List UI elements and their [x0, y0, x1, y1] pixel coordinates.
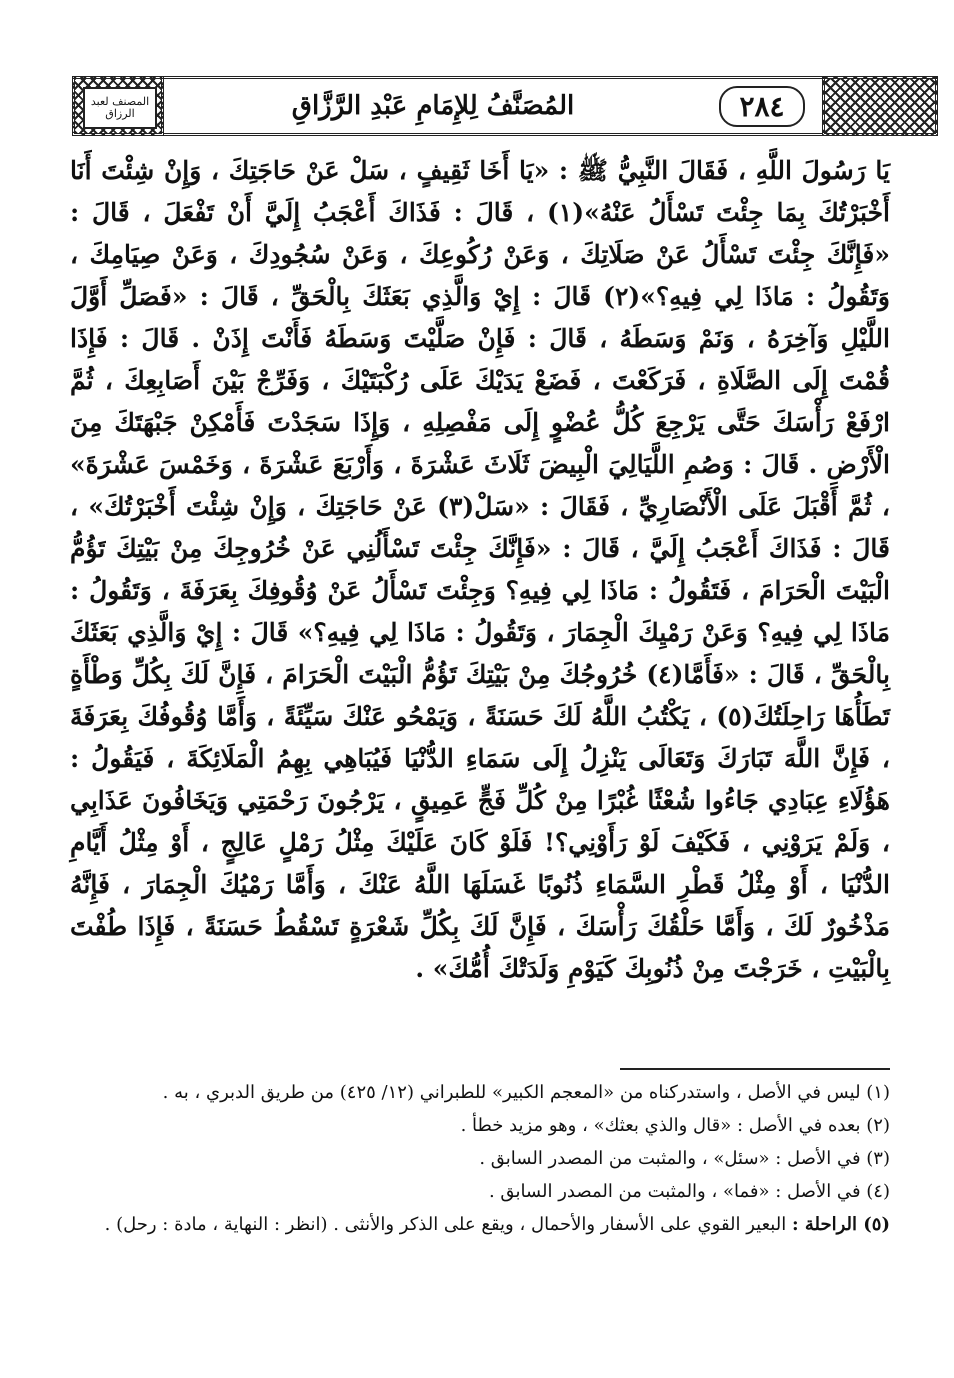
footnote-divider — [620, 1068, 890, 1070]
logo-text: المصنف لعبد الرزاق — [90, 95, 150, 120]
footnote-2: (٢) بعده في الأصل : «قال والذي بعثك» ، وهو مزيد خطأ . — [460, 1115, 890, 1136]
footnote-5 — [70, 1208, 890, 1241]
footnote-1: (١) ليس في الأصل ، واستدركناه من «المعجم الكبير» للطبراني (١٢/ ٤٢٥) من طريق الدبري ، به . — [162, 1082, 890, 1103]
footnote-4: (٤) في الأصل : «فما» ، والمثبت من المصدر السابق . — [488, 1181, 890, 1202]
footnote-5-text: البعير القوي على الأسفار والأحمال ، ويقع على الذكر والأنثى . (انظر : النهاية ، مادة : رحل) . — [104, 1214, 792, 1235]
book-title: المُصَنَّفُ لِلإِمَامِ عَبْدِ الرَّزَّاقِ — [164, 76, 702, 136]
main-paragraph: يَا رَسُولَ اللَّهِ ، فَقَالَ النَّبِيُّ ﷺ : «يَا أَخَا ثَقِيفٍ ، سَلْ عَنْ حَاجَتِكَ ، وَإِنْ شِئْتَ أَنَا أَخْبَرْتُكَ بِمَا جِئْتَ تَسْأَلُ عَنْهُ»(١) ، قَالَ : فَذَاكَ أَعْجَبُ إِلَيَّ أَنْ تَفْعَلَ ، قَالَ : «فَإِنَّكَ جِئْتَ تَسْأَلُ عَنْ صَلَاتِكَ ، وَعَنْ رُكُوعِكَ ، وَعَنْ سُجُودِكَ ، وَعَنْ صِيَامِكَ ، وَتَقُولُ : مَاذَا لِي فِيهِ؟»(٢) قَالَ : إِيْ وَالَّذِي بَعَثَكَ بِالْحَقِّ ، قَالَ : «فَصَلِّ أَوَّلَ اللَّيْلِ وَآخِرَهُ ، وَنَمْ وَسَطَهُ ، قَالَ : فَإِنْ صَلَّيْتَ وَسَطَهُ فَأَنْتَ إِذَنْ . قَالَ : فَإِذَا قُمْتَ إِلَى الصَّلَاةِ ، فَرَكَعْتَ ، فَضَعْ يَدَيْكَ عَلَى رُكْبَتَيْكَ ، وَفَرِّجْ بَيْنَ أَصَابِعِكَ ، ثُمَّ ارْفَعْ رَأْسَكَ حَتَّى يَرْجِعَ كُلُّ عُضْوٍ إِلَى مَفْصِلِهِ ، وَإِذَا سَجَدْتَ فَأَمْكِنْ جَبْهَتَكَ مِنَ الْأَرْضِ . قَالَ : وَصُمِ اللَّيَالِيَ الْبِيضَ ثَلَاثَ عَشْرَةَ ، وَأَرْبَعَ عَشْرَةَ ، وَخَمْسَ عَشْرَةَ» ، ثُمَّ أَقْبَلَ عَلَى الْأَنْصَارِيِّ ، فَقَالَ : «سَلْ(٣) عَنْ حَاجَتِكَ ، وَإِنْ شِئْتَ أَخْبَرْتُكَ» ، قَالَ : فَذَاكَ أَعْجَبُ إِلَيَّ ، قَالَ : «فَإِنَّكَ جِئْتَ تَسْأَلُنِي عَنْ خُرُوجِكَ مِنْ بَيْتِكَ تَؤُمُّ الْبَيْتَ الْحَرَامَ ، فَتَقُولُ : مَاذَا لِي فِيهِ؟ وَجِئْتَ تَسْأَلُ عَنْ وُقُوفِكَ بِعَرَفَةَ ، وَتَقُولُ : مَاذَا لِي فِيهِ؟ وَعَنْ رَمْيِكَ الْجِمَارَ ، وَتَقُولُ : مَاذَا لِي فِيهِ؟» قَالَ : إِيْ وَالَّذِي بَعَثَكَ بِالْحَقِّ ، قَالَ : «فَأَمَّا(٤) خُرُوجُكَ مِنْ بَيْتِكَ تَؤُمُّ الْبَيْتَ الْحَرَامَ ، فَإِنَّ لَكَ بِكُلِّ وَطْأَةٍ تَطَأُهَا رَاحِلَتُكَ(٥) ، يَكْتُبُ اللَّهُ لَكَ حَسَنَةً ، وَيَمْحُو عَنْكَ سَيِّئَةً ، وَأَمَّا وُقُوفُكَ بِعَرَفَةَ ، فَإِنَّ اللَّهَ تَبَارَكَ وَتَعَالَى يَنْزِلُ إِلَى سَمَاءِ الدُّنْيَا فَيُبَاهِي بِهِمُ الْمَلَائِكَةَ ، فَيَقُولُ : هَؤُلَاءِ عِبَادِي جَاءُوا شُعْثًا غُبْرًا مِنْ كُلِّ فَجٍّ عَمِيقٍ ، يَرْجُونَ رَحْمَتِي وَيَخَافُونَ عَذَابِي ، وَلَمْ يَرَوْنِي ، فَكَيْفَ لَوْ رَأَوْنِي؟! فَلَوْ كَانَ عَلَيْكَ مِثْلُ رَمْلٍ عَالِجٍ ، أَوْ مِثْلُ أَيَّامِ الدُّنْيَا ، أَوْ مِثْلُ قَطْرِ السَّمَاءِ ذُنُوبًا غَسَلَهَا اللَّهُ عَنْكَ ، وَأَمَّا رَمْيُكَ الْجِمَارَ ، فَإِنَّهُ مَذْخُورٌ لَكَ ، وَأَمَّا حَلْقُكَ رَأْسَكَ ، فَإِنَّ لَكَ بِكُلِّ شَعْرَةٍ تَسْقُطُ حَسَنَةً ، فَإِذَا طُفْتَ بِالْبَيْتِ ، خَرَجْتَ مِنْ ذُنُوبِكَ كَيَوْمِ وَلَدَتْكَ أُمُّكَ» . — [70, 156, 890, 983]
page-number-band — [702, 76, 822, 136]
footnote-3: (٣) في الأصل : «سئل» ، والمثبت من المصدر السابق . — [479, 1148, 890, 1169]
page-number: ٢٨٤ — [719, 86, 804, 127]
publisher-logo — [83, 87, 157, 129]
header-ornament-right — [822, 76, 938, 136]
footnotes — [70, 1076, 890, 1241]
page-header — [72, 76, 938, 136]
main-text — [70, 150, 890, 990]
header-ornament-left — [72, 76, 164, 136]
footnote-5-term: (٥) الراحلة : — [791, 1214, 890, 1235]
